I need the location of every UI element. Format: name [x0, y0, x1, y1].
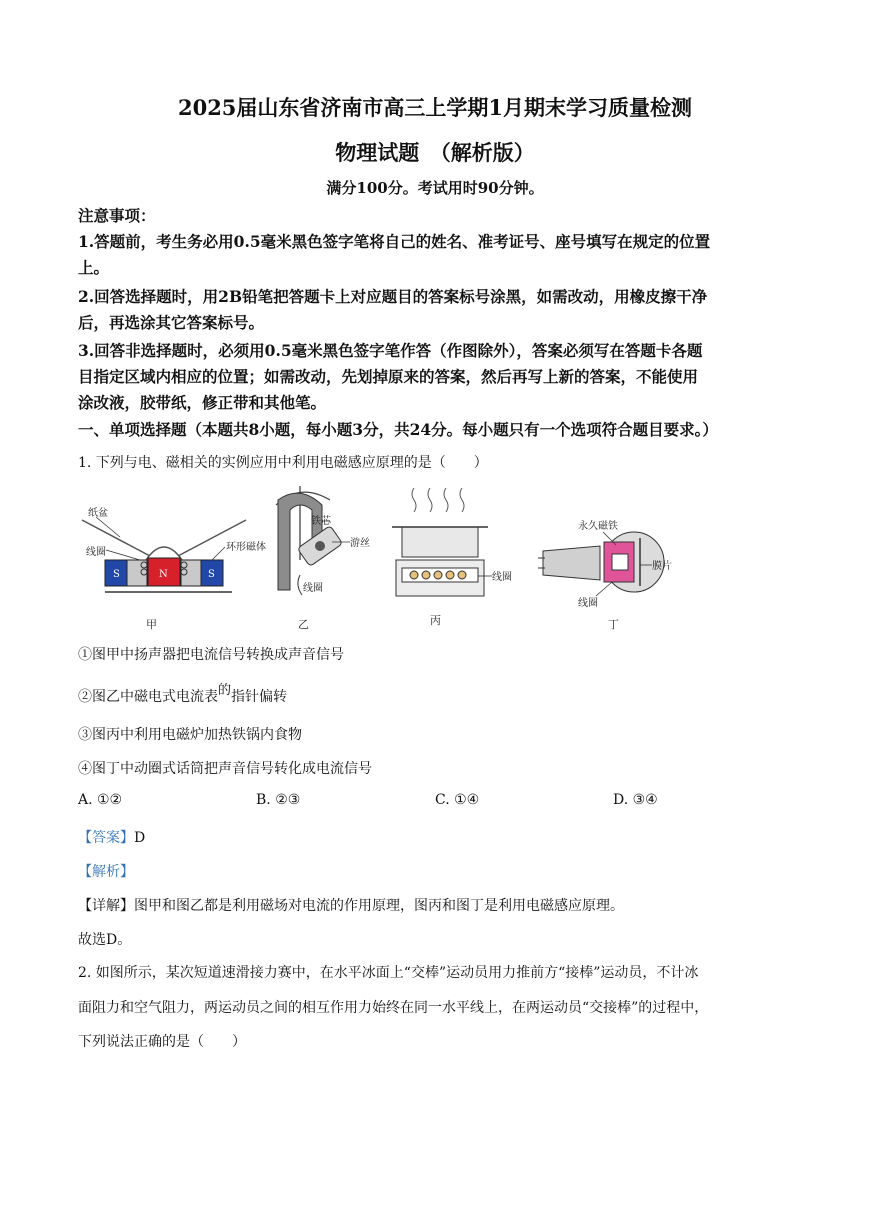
answer-line	[78, 827, 145, 847]
statement-2-part-a: ②图乙中磁电式电流表	[78, 689, 218, 705]
document-subtitle: 物理试题 （解析版）	[335, 140, 535, 165]
question-1-figure	[70, 478, 700, 630]
question-2-line: 下列说法正确的是（ ）	[78, 1034, 246, 1050]
notice-line: 涂改液，胶带纸，修正带和其他笔。	[78, 393, 327, 412]
score-time-line: 满分100分。考试用时90分钟。	[326, 179, 544, 197]
option-d: D. ③④	[613, 792, 658, 808]
pole-s-right: S	[208, 569, 215, 580]
notice-line: 2.回答选择题时，用2B铅笔把答题卡上对应题目的答案标号涂黑，如需改动，用橡皮擦干净	[78, 287, 708, 306]
option-c: C. ①④	[435, 792, 480, 808]
section-heading: 一、单项选择题（本题共8小题，每小题3分，共24分。每小题只有一个选项符合题目要求。）	[78, 420, 718, 439]
caption-jia: 甲	[146, 618, 157, 630]
statement-4: ④图丁中动圈式话筒把声音信号转化成电流信号	[78, 761, 372, 777]
figure-jia-speaker	[82, 506, 266, 630]
label-permanent-magnet: 永久磁铁	[578, 521, 618, 532]
label-ring-magnet: 环形磁体	[226, 542, 266, 553]
statement-2	[78, 683, 288, 706]
question-2-line: 2. 如图所示，某次短道速滑接力赛中，在水平冰面上“交棒”运动员用力推前方“接棒”运动员，不计冰	[78, 965, 699, 981]
figure-yi-galvanometer	[276, 486, 370, 630]
notice-line: 1.答题前，考生务必用0.5毫米黑色签字笔将自己的姓名、准考证号、座号填写在规定的位置	[78, 232, 711, 251]
notice-line: 后，再选涂其它答案标号。	[78, 313, 265, 332]
label-coil-ding: 线圈	[578, 598, 598, 609]
caption-ding: 丁	[608, 618, 619, 630]
detail-tag: 【详解】	[78, 898, 134, 914]
figure-ding-microphone	[538, 519, 672, 630]
pole-n: N	[159, 569, 168, 580]
answer-value: D	[134, 830, 146, 846]
statement-2-part-b: 指针偏转	[231, 689, 288, 705]
label-coil-bing: 线圈	[492, 572, 512, 583]
question-1-stem: 1. 下列与电、磁相关的实例应用中利用电磁感应原理的是（ ）	[78, 455, 488, 471]
label-diaphragm: 膜片	[652, 561, 672, 572]
question-2-line: 面阻力和空气阻力，两运动员之间的相互作用力始终在同一水平线上，在两运动员“交接棒”的过程中，	[78, 1000, 709, 1016]
caption-yi: 乙	[298, 618, 309, 630]
figure-bing-induction-cooker	[392, 488, 512, 627]
notice-line: 上。	[78, 258, 110, 277]
statement-3: ③图丙中利用电磁炉加热铁锅内食物	[78, 727, 302, 743]
label-iron-core: 铁芯	[311, 516, 331, 527]
caption-bing: 丙	[430, 614, 441, 627]
detail-text: 图甲和图乙都是利用磁场对电流的作用原理，图丙和图丁是利用电磁感应原理。	[134, 898, 624, 914]
notice-heading: 注意事项：	[78, 206, 156, 225]
label-coil-jia: 线圈	[86, 547, 106, 558]
answer-tag: 【答案】	[78, 830, 134, 846]
label-coil-yi: 线圈	[303, 583, 323, 594]
conclusion: 故选D。	[78, 932, 132, 948]
document-title: 2025届山东省济南市高三上学期1月期末学习质量检测	[177, 95, 693, 120]
statement-2-superscript: 的	[218, 683, 232, 698]
label-hairspring: 游丝	[350, 538, 370, 549]
notice-line: 3.回答非选择题时，必须用0.5毫米黑色签字笔作答（作图除外），答案必须写在答题卡各题	[78, 341, 703, 360]
label-paper-cone: 纸盆	[88, 508, 108, 519]
option-a: A. ①②	[78, 792, 123, 808]
detail-line	[78, 895, 624, 915]
statement-1: ①图甲中扬声器把电流信号转换成声音信号	[78, 647, 344, 663]
pole-s-left: S	[113, 569, 120, 580]
option-b: B. ②③	[256, 792, 301, 808]
notice-line: 目指定区域内相应的位置；如需改动，先划掉原来的答案，然后再写上新的答案，不能使用	[78, 367, 699, 386]
analysis-tag: 【解析】	[78, 864, 134, 880]
